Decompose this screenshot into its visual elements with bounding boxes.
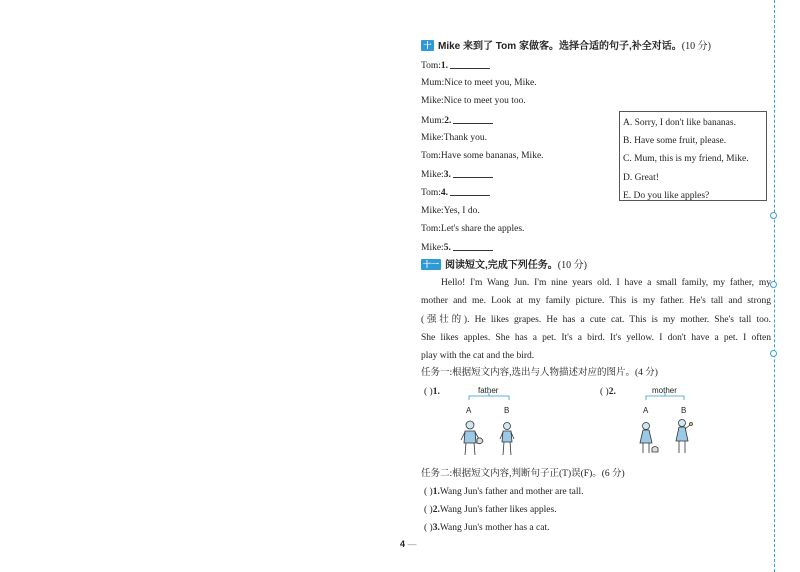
dialogue-line (421, 223, 524, 235)
option-b: B. Have some fruit, please. (623, 136, 727, 147)
answer-blank[interactable] (453, 114, 493, 124)
task-2-item-3 (424, 522, 549, 534)
mother-figures (632, 395, 702, 460)
dialogue-line (421, 95, 526, 107)
section-1-points: (10 分) (681, 41, 711, 52)
speaker-name: Mike: (421, 132, 444, 143)
speaker-name: Tom: (421, 61, 441, 71)
dialogue-text: Thank you. (443, 132, 487, 143)
blank-number: 1. (440, 61, 449, 71)
section-1-title-part: 来到了 (460, 41, 496, 52)
dialogue-text: Nice to meet you, Mike. (444, 78, 537, 89)
statement-text: Wang Jun's father and mother are tall. (439, 487, 584, 497)
speaker-name: Mike: (421, 243, 444, 253)
option-e: E. Do you like apples? (623, 190, 710, 201)
answer-paren[interactable]: ( ) (600, 387, 609, 397)
father-option-b: B (504, 406, 510, 415)
dialogue-text: Let's share the apples. (440, 223, 525, 234)
dialogue-line (421, 132, 487, 144)
section-1-title-mike: Mike (438, 41, 461, 52)
section-2-badge: 十一 (423, 260, 439, 269)
blank-number: 4. (440, 188, 449, 199)
task-2-item-1 (424, 486, 584, 498)
answer-paren[interactable]: ( ) (424, 487, 433, 497)
option-a: A. Sorry, I don't like bananas. (623, 118, 736, 128)
binding-hole-3 (770, 350, 777, 357)
section-2-title: 阅读短文,完成下列任务。 (445, 260, 558, 271)
question-number: 1. (432, 487, 440, 497)
speaker-name: Mike: (421, 170, 444, 181)
options-box (619, 111, 767, 201)
figure-woman-with-bird (676, 420, 693, 454)
speaker-name: Tom: (421, 223, 441, 234)
binding-hole-1 (770, 212, 777, 219)
question-number: 2. (432, 505, 440, 515)
dialogue-text: Nice to meet you too. (443, 96, 526, 107)
passage-line-3: (强壮的). He likes grapes. He has a cute cat. This is my mother. She's tall too. (421, 314, 771, 325)
father-option-a: A (466, 406, 472, 415)
question-number: 3. (432, 523, 440, 533)
mother-option-a: A (643, 406, 649, 415)
dialogue-line (421, 168, 493, 181)
passage-line-4: She likes apples. She has a pet. It's a bird. It's yellow. I don't have a pet. I often (421, 332, 771, 343)
speaker-name: Mum: (421, 115, 445, 126)
page-number-value: 4 (400, 539, 406, 549)
reading-passage (421, 274, 771, 365)
speaker-name: Mum: (421, 78, 445, 89)
question-number: 1. (432, 387, 440, 397)
page-number-dash: — (407, 539, 417, 549)
section-1-badge: 十 (421, 40, 434, 51)
answer-paren[interactable]: ( ) (424, 505, 433, 515)
answer-paren[interactable]: ( ) (424, 387, 433, 397)
passage-line-1: Hello! I'm Wang Jun. I'm nine years old. I have a small family, my father, my (441, 278, 771, 288)
passage-line-5: play with the cat and the bird. (421, 351, 535, 362)
figure-man-b (500, 423, 514, 456)
answer-paren[interactable]: ( ) (424, 523, 433, 533)
dialogue-text: Yes, I do. (443, 205, 480, 216)
figure-woman-with-dog (640, 423, 658, 454)
dialogue-line (421, 150, 544, 162)
speaker-name: Tom: (421, 151, 441, 161)
blank-number: 5. (443, 243, 451, 253)
speaker-name: Mike: (421, 96, 444, 107)
task-1-q1 (424, 386, 440, 398)
task-2-title: 任务二:根据短文内容,判断句子正(T)误(F)。(6 分) (421, 469, 625, 479)
page-number (400, 539, 417, 549)
figure-man-with-cat (461, 421, 483, 455)
speaker-name: Tom: (421, 188, 441, 199)
answer-blank[interactable] (450, 186, 490, 196)
answer-blank[interactable] (453, 168, 493, 178)
section-1-heading (421, 40, 711, 54)
dialogue-text: Have some bananas, Mike. (440, 151, 544, 161)
father-label: father (478, 386, 499, 395)
statement-text: Wang Jun's father likes apples. (439, 505, 557, 515)
task-2-item-2 (424, 504, 557, 516)
mother-label: mother (652, 386, 677, 395)
task-1-title: 任务一:根据短文内容,选出与人物描述对应的图片。(4 分) (421, 368, 658, 378)
father-figures (455, 395, 525, 460)
section-1-title-text: 家做客。选择合适的句子,补全对话。 (516, 41, 682, 52)
mother-option-b: B (681, 406, 687, 415)
dialogue-line (421, 241, 493, 254)
statement-text: Wang Jun's mother has a cat. (439, 523, 550, 533)
question-number: 2. (608, 387, 616, 397)
binding-hole-2 (770, 281, 777, 288)
option-d: D. Great! (623, 172, 659, 183)
answer-blank[interactable] (450, 59, 490, 69)
option-c: C. Mum, this is my friend, Mike. (623, 154, 749, 165)
task-1-q2 (600, 386, 616, 398)
blank-number: 3. (443, 170, 451, 181)
blank-number: 2. (444, 115, 452, 126)
section-1-title-tom: Tom (495, 41, 517, 52)
dialogue-line (421, 77, 537, 89)
answer-blank[interactable] (453, 241, 493, 251)
speaker-name: Mike: (421, 205, 444, 216)
dialogue-line (421, 59, 490, 72)
dialogue-line (421, 186, 490, 199)
dialogue-line (421, 114, 493, 127)
section-2-heading (421, 259, 587, 273)
section-2-points: (10 分) (557, 260, 587, 271)
passage-line-2: mother and me. Look at my family picture. This is my father. He's tall and strong (421, 296, 771, 307)
dialogue-line (421, 205, 480, 217)
